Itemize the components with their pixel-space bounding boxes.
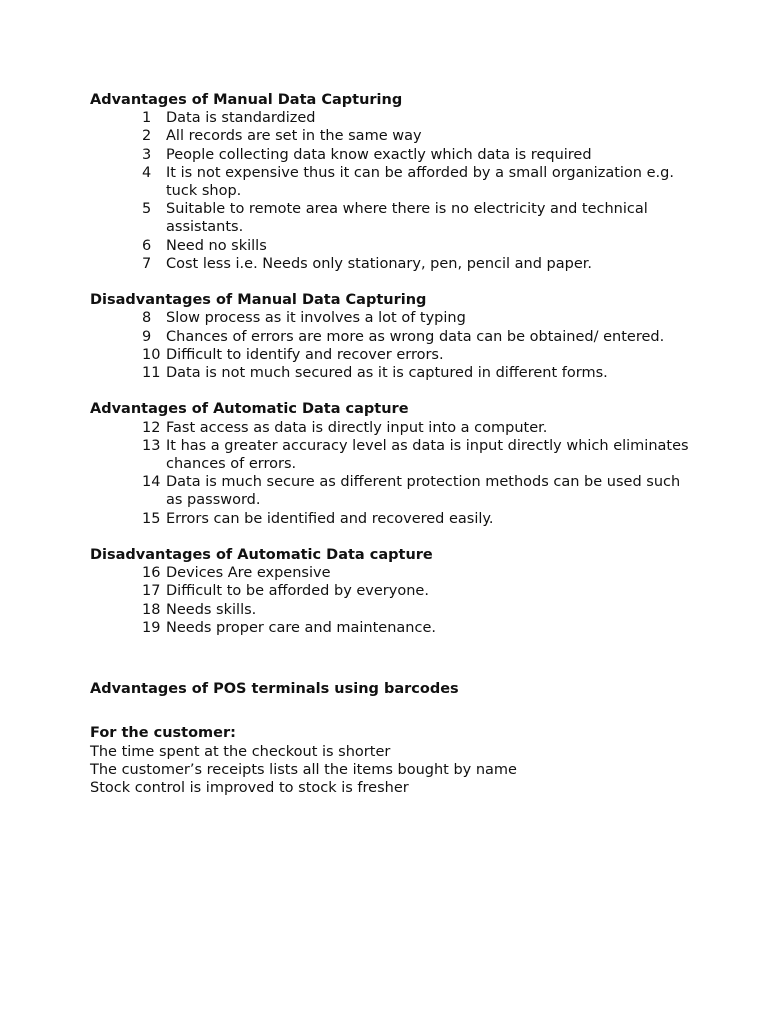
spacer (90, 698, 690, 724)
pos-heading: Advantages of POS terminals using barcodes (90, 681, 459, 698)
list-item (90, 619, 690, 637)
item-text: Needs proper care and maintenance. (166, 619, 436, 636)
numbered-list (90, 309, 690, 382)
list-item (90, 237, 690, 255)
list-item (90, 164, 690, 200)
item-text: Data is not much secured as it is captured in different forms. (166, 365, 608, 382)
item-number: 2 (142, 128, 152, 145)
list-item (90, 127, 690, 145)
list-item (90, 255, 690, 273)
section-heading: Disadvantages of Automatic Data capture (90, 547, 433, 564)
item-text: Errors can be identified and recovered easily. (166, 510, 494, 527)
item-text: It has a greater accuracy level as data is input directly which eliminates chances of errors. (166, 437, 689, 473)
item-text: Slow process as it involves a lot of typing (166, 310, 466, 327)
list-item (90, 437, 690, 473)
item-text: Cost less i.e. Needs only stationary, pen, pencil and paper. (166, 255, 593, 272)
item-number: 16 (142, 565, 161, 582)
list-item (90, 309, 690, 327)
item-number: 19 (142, 619, 161, 636)
item-text: Need no skills (166, 237, 267, 254)
list-item (90, 146, 690, 164)
item-number: 6 (142, 237, 152, 254)
item-number: 4 (142, 164, 152, 181)
section-heading: Disadvantages of Manual Data Capturing (90, 292, 427, 309)
list-item (90, 364, 690, 382)
text-line: Stock control is improved to stock is fresher (90, 780, 409, 797)
list-item (90, 200, 690, 236)
list-item (90, 346, 690, 364)
item-text: Difficult to identify and recover errors. (166, 346, 444, 363)
item-text: Suitable to remote area where there is no electricity and technical assistants. (166, 201, 648, 236)
item-number: 12 (142, 419, 161, 436)
list-item (90, 109, 690, 127)
item-number: 3 (142, 146, 152, 163)
item-text: Needs skills. (166, 601, 257, 618)
customer-heading: For the customer: (90, 725, 236, 742)
item-text: Chances of errors are more as wrong data can be obtained/ entered. (166, 328, 665, 345)
item-number: 13 (142, 437, 161, 454)
list-item (90, 419, 690, 437)
item-number: 10 (142, 346, 161, 363)
list-item (90, 328, 690, 346)
numbered-list (90, 419, 690, 528)
item-number: 11 (142, 365, 161, 382)
item-number: 14 (142, 474, 161, 491)
item-number: 5 (142, 201, 152, 218)
item-text: People collecting data know exactly which data is required (166, 146, 592, 163)
section-heading: Advantages of Automatic Data capture (90, 401, 409, 418)
list-item (90, 582, 690, 600)
item-text: Data is standardized (166, 110, 316, 127)
item-number: 9 (142, 328, 152, 345)
list-item (90, 510, 690, 528)
item-number: 18 (142, 601, 161, 618)
text-line: The customer’s receipts lists all the items bought by name (90, 761, 517, 778)
list-item (90, 564, 690, 582)
section-heading: Advantages of Manual Data Capturing (90, 92, 403, 108)
document-page (90, 91, 690, 797)
item-text: It is not expensive thus it can be afforded by a small organization e.g. tuck shop. (166, 164, 674, 200)
item-number: 8 (142, 310, 152, 327)
item-number: 15 (142, 510, 161, 527)
numbered-list (90, 564, 690, 637)
list-item (90, 473, 690, 509)
item-text: Difficult to be afforded by everyone. (166, 583, 429, 600)
list-item (90, 601, 690, 619)
item-text: All records are set in the same way (166, 128, 422, 145)
item-text: Devices Are expensive (166, 565, 331, 582)
spacer (90, 655, 690, 680)
item-number: 1 (142, 110, 152, 127)
item-number: 7 (142, 255, 152, 272)
text-line: The time spent at the checkout is shorter (90, 743, 391, 760)
item-text: Fast access as data is directly input into a computer. (166, 419, 548, 436)
item-number: 17 (142, 583, 161, 600)
item-text: Data is much secure as different protection methods can be used such as password. (166, 474, 681, 509)
numbered-list (90, 109, 690, 273)
